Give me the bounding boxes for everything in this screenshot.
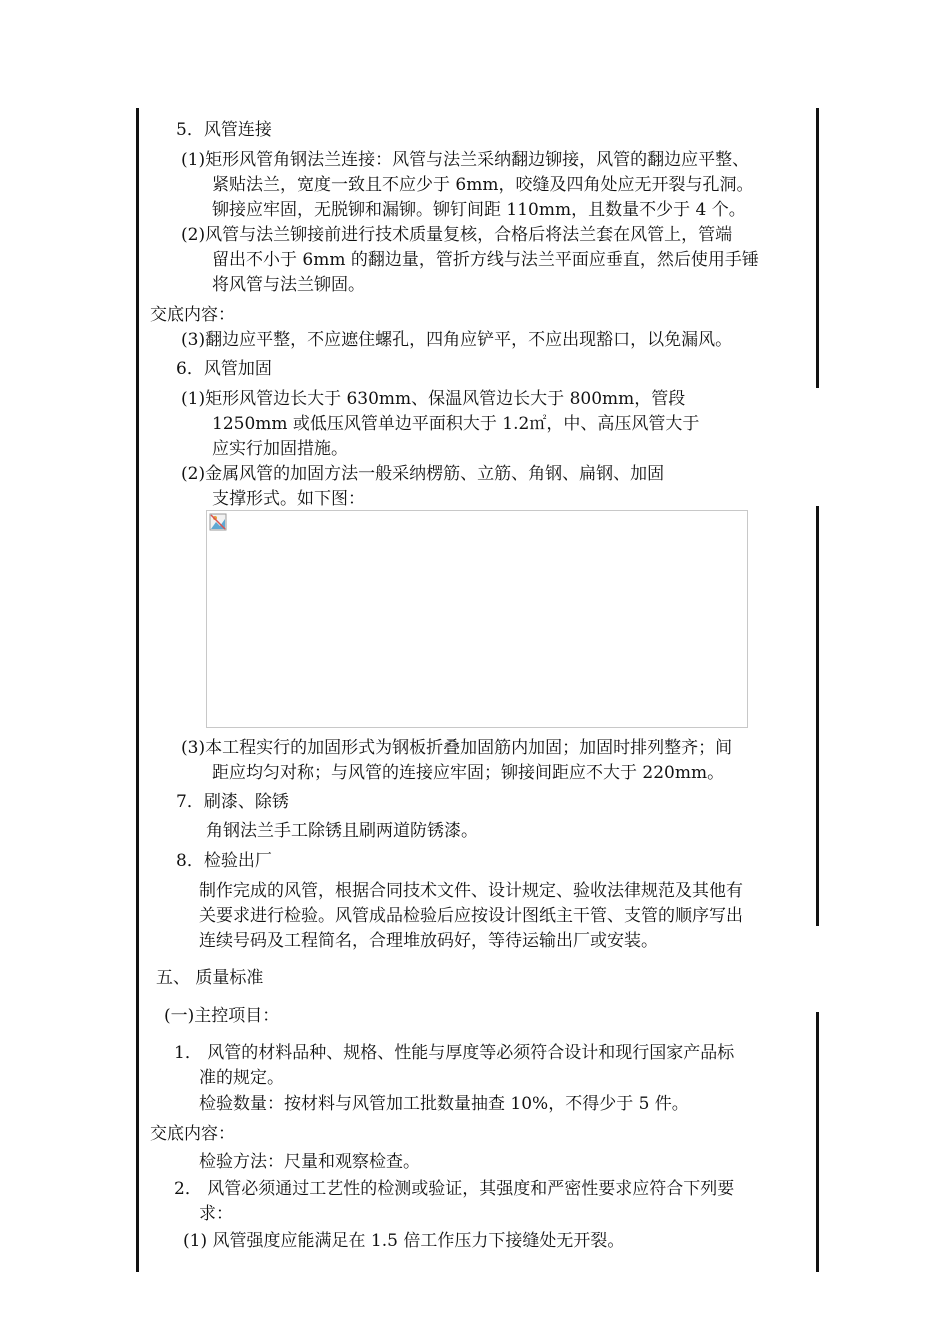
paragraph-line: 将风管与法兰铆固。 [212, 275, 365, 295]
paragraph-line: 连续号码及工程简名，合理堆放码好，等待运输出厂或安装。 [199, 931, 658, 951]
paragraph-line: 求： [199, 1204, 233, 1224]
paragraph-line: (2)金属风管的加固方法一般采纳楞筋、立筋、角钢、扁钢、加固 [181, 464, 665, 484]
handover-content-label: 交底内容： [150, 305, 235, 325]
broken-image-icon [209, 513, 227, 531]
paragraph-line: (3)翻边应平整，不应遮住螺孔，四角应铲平，不应出现豁口，以免漏风。 [181, 330, 733, 350]
section-title-duct-reinforcement: 6．风管加固 [176, 359, 272, 379]
section-title-inspection-delivery: 8．检验出厂 [176, 851, 272, 871]
right-border-line-bottom [816, 1012, 819, 1272]
paragraph-line: 留出不小于 6mm 的翻边量，管折方线与法兰平面应垂直，然后使用手锤 [212, 250, 759, 270]
section-title-duct-connection: 5．风管连接 [176, 120, 272, 140]
paragraph-line: 制作完成的风管，根据合同技术文件、设计规定、验收法律规范及其他有 [199, 881, 743, 901]
paragraph-line: 2． 风管必须通过工艺性的检测或验证，其强度和严密性要求应符合下列要 [174, 1179, 735, 1199]
paragraph-line: 紧贴法兰，宽度一致且不应少于 6mm，咬缝及四角处应无开裂与孔洞。 [212, 175, 754, 195]
paragraph-line: (1)矩形风管角钢法兰连接：风管与法兰采纳翻边铆接，风管的翻边应平整、 [181, 150, 750, 170]
reinforcement-figure-placeholder [206, 510, 748, 728]
section-title-painting-rust-removal: 7．刷漆、除锈 [176, 792, 289, 812]
subsection-title-main-control-items: (一)主控项目： [164, 1006, 280, 1026]
paragraph-line: (2)风管与法兰铆接前进行技术质量复核，合格后将法兰套在风管上，管端 [181, 225, 733, 245]
handover-content-label: 交底内容： [150, 1124, 235, 1144]
paragraph-line: 铆接应牢固，无脱铆和漏铆。铆钉间距 110mm，且数量不少于 4 个。 [212, 200, 746, 220]
paragraph-line: 检验方法：尺量和观察检查。 [199, 1152, 420, 1172]
paragraph-line: (1)矩形风管边长大于 630mm、保温风管边长大于 800mm，管段 [181, 389, 686, 409]
paragraph-line: 距应均匀对称；与风管的连接应牢固；铆接间距应不大于 220mm。 [212, 763, 725, 783]
paragraph-line: 角钢法兰手工除锈且刷两道防锈漆。 [206, 821, 478, 841]
paragraph-line: 应实行加固措施。 [212, 439, 348, 459]
right-border-line-middle [816, 506, 819, 926]
paragraph-line: 关要求进行检验。风管成品检验后应按设计图纸主干管、支管的顺序写出 [199, 906, 743, 926]
paragraph-line: 准的规定。 [199, 1068, 284, 1088]
section-title-quality-standards: 五、 质量标准 [156, 968, 264, 988]
paragraph-line: 支撑形式。如下图： [212, 489, 365, 509]
paragraph-line: (3)本工程实行的加固形式为钢板折叠加固筋内加固；加固时排列整齐；间 [181, 738, 733, 758]
right-border-line-top [816, 108, 819, 388]
left-border-line [136, 108, 139, 1272]
paragraph-line: 1． 风管的材料品种、规格、性能与厚度等必须符合设计和现行国家产品标 [174, 1043, 735, 1063]
paragraph-line: 检验数量：按材料与风管加工批数量抽查 10%，不得少于 5 件。 [199, 1094, 689, 1114]
paragraph-line: (1) 风管强度应能满足在 1.5 倍工作压力下接缝处无开裂。 [183, 1231, 625, 1251]
paragraph-line: 1250mm 或低压风管单边平面积大于 1.2㎡，中、高压风管大于 [212, 414, 700, 434]
